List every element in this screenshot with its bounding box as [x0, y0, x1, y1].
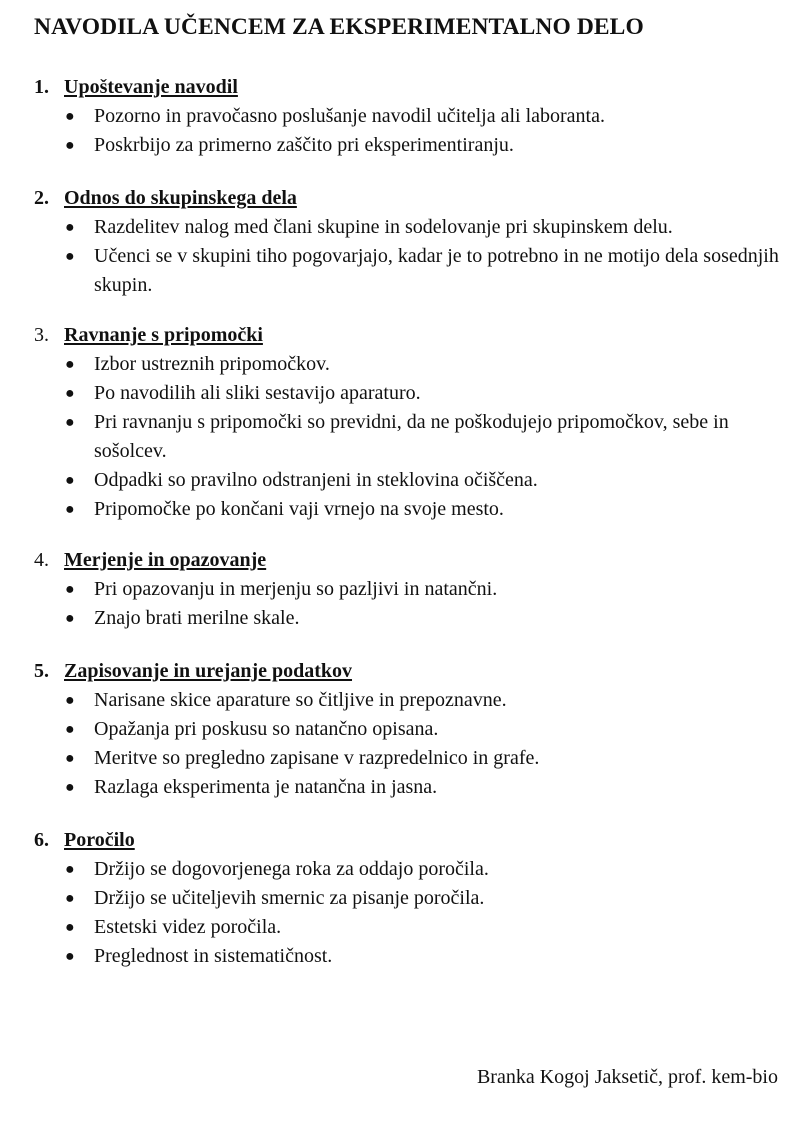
list-item-text: Držijo se učiteljevih smernic za pisanje poročila.	[94, 887, 485, 909]
bullet-icon: ●	[65, 919, 75, 936]
list-item-text: Razdelitev nalog med člani skupine in sodelovanje pri skupinskem delu.	[94, 216, 673, 238]
list-item-text: Poskrbijo za primerno zaščito pri eksperimentiranju.	[94, 134, 514, 156]
list-item-text: Estetski videz poročila.	[94, 916, 282, 938]
list-item	[34, 855, 780, 884]
list-item	[34, 213, 780, 242]
section-list	[34, 575, 780, 633]
section-heading	[34, 826, 780, 855]
section-title: Upoštevanje navodil	[64, 76, 238, 98]
bullet-icon: ●	[65, 472, 75, 489]
bullet-icon: ●	[65, 137, 75, 154]
section-zapisovanje-in-urejanje-podatkov	[34, 657, 780, 802]
list-item-text: Izbor ustreznih pripomočkov.	[94, 353, 330, 375]
bullet-icon: ●	[65, 750, 75, 767]
list-item	[34, 242, 780, 300]
section-list	[34, 213, 780, 300]
section-number: 2.	[34, 187, 49, 209]
section-ravnanje-s-pripomocki	[34, 321, 780, 524]
section-title: Ravnanje s pripomočki	[64, 324, 263, 346]
section-list	[34, 686, 780, 802]
bullet-icon: ●	[65, 721, 75, 738]
list-item	[34, 495, 780, 524]
section-heading	[34, 184, 780, 213]
list-item	[34, 379, 780, 408]
section-list	[34, 855, 780, 971]
list-item-text: Pri ravnanju s pripomočki so previdni, da ne poškodujejo pripomočkov, sebe in sošolcev.	[94, 411, 729, 462]
list-item	[34, 604, 780, 633]
section-odnos-do-skupinskega-dela	[34, 184, 780, 300]
list-item-text: Držijo se dogovorjenega roka za oddajo poročila.	[94, 858, 489, 880]
section-title: Merjenje in opazovanje	[64, 549, 267, 571]
list-item	[34, 913, 780, 942]
list-item-text: Opažanja pri poskusu so natančno opisana.	[94, 718, 439, 740]
list-item	[34, 466, 780, 495]
bullet-icon: ●	[65, 948, 75, 965]
list-item-text: Odpadki so pravilno odstranjeni in steklovina očiščena.	[94, 469, 538, 491]
section-porocilo	[34, 826, 780, 971]
section-title: Poročilo	[64, 829, 135, 851]
bullet-icon: ●	[65, 779, 75, 796]
list-item	[34, 884, 780, 913]
section-title: Odnos do skupinskega dela	[64, 187, 297, 209]
section-heading	[34, 657, 780, 686]
list-item-text: Pozorno in pravočasno poslušanje navodil učitelja ali laboranta.	[94, 105, 605, 127]
list-item	[34, 350, 780, 379]
list-item-text: Znajo brati merilne skale.	[94, 607, 300, 629]
section-number: 6.	[34, 829, 49, 851]
bullet-icon: ●	[65, 581, 75, 598]
section-number: 1.	[34, 76, 49, 98]
section-number: 4.	[34, 549, 49, 571]
section-title: Zapisovanje in urejanje podatkov	[64, 660, 353, 682]
section-heading	[34, 73, 780, 102]
list-item	[34, 575, 780, 604]
bullet-icon: ●	[65, 861, 75, 878]
list-item-text: Razlaga eksperimenta je natančna in jasna.	[94, 776, 438, 798]
section-list	[34, 102, 780, 160]
section-list	[34, 350, 780, 524]
section-upostevanje-navodil	[34, 73, 780, 160]
bullet-icon: ●	[65, 501, 75, 518]
bullet-icon: ●	[65, 219, 75, 236]
bullet-icon: ●	[65, 890, 75, 907]
bullet-icon: ●	[65, 610, 75, 627]
list-item	[34, 744, 780, 773]
bullet-icon: ●	[65, 385, 75, 402]
author-signature: Branka Kogoj Jaksetič, prof. kem-bio	[476, 1066, 778, 1088]
list-item-text: Po navodilih ali sliki sestavijo aparaturo.	[94, 382, 421, 404]
list-item-text: Preglednost in sistematičnost.	[94, 945, 333, 967]
bullet-icon: ●	[65, 356, 75, 373]
section-number: 5.	[34, 660, 49, 682]
bullet-icon: ●	[65, 692, 75, 709]
list-item	[34, 102, 780, 131]
bullet-icon: ●	[65, 108, 75, 125]
list-item	[34, 686, 780, 715]
bullet-icon: ●	[65, 414, 75, 431]
list-item	[34, 131, 780, 160]
document-title: NAVODILA UČENCEM ZA EKSPERIMENTALNO DELO	[34, 14, 644, 40]
list-item-text: Pri opazovanju in merjenju so pazljivi in natančni.	[94, 578, 498, 600]
list-item	[34, 408, 780, 466]
list-item	[34, 715, 780, 744]
list-item-text: Meritve so pregledno zapisane v razpredelnico in grafe.	[94, 747, 540, 769]
bullet-icon: ●	[65, 248, 75, 265]
list-item-text: Pripomočke po končani vaji vrnejo na svoje mesto.	[94, 498, 504, 520]
section-heading	[34, 321, 780, 350]
section-number: 3.	[34, 324, 49, 346]
list-item-text: Učenci se v skupini tiho pogovarjajo, kadar je to potrebno in ne motijo dela sosednjih skupin.	[94, 245, 779, 296]
section-merjenje-in-opazovanje	[34, 546, 780, 633]
list-item	[34, 942, 780, 971]
list-item	[34, 773, 780, 802]
section-heading	[34, 546, 780, 575]
list-item-text: Narisane skice aparature so čitljive in prepoznavne.	[94, 689, 507, 711]
